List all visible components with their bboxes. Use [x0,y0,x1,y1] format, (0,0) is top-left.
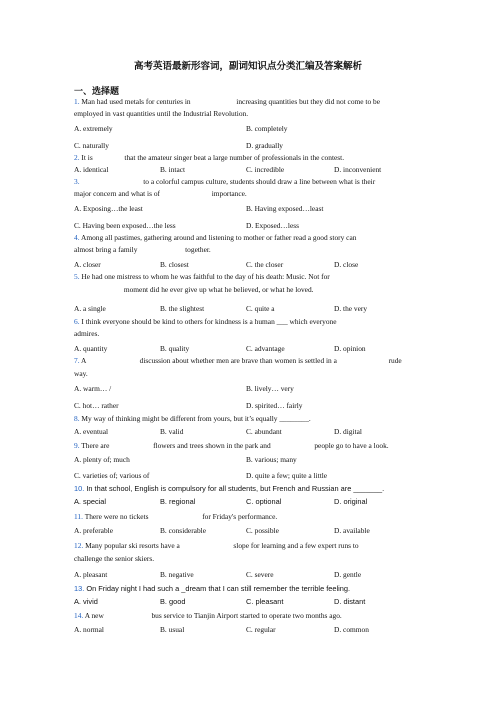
option-letter: C. [246,344,253,353]
option-text: quality [168,344,190,353]
question-text: almost bring a family [74,245,140,254]
question-text: He had one mistress to whom he was faithful to the day of his death: Music. Not for [81,272,330,281]
question-2-option-b[interactable] [160,165,185,175]
question-text: slope for learning and a few expert runs to [231,541,359,550]
question-text: moment did he ever give up what he believed, or what he loved. [122,285,314,294]
question-text: challenge the senior skiers. [74,554,155,563]
question-1-line-1 [74,97,380,107]
question-6-option-a[interactable] [74,344,107,354]
option-letter: C. [74,141,81,150]
option-letter: B. [160,597,167,606]
option-letter: B. [160,344,167,353]
option-letter: D. [334,304,342,313]
question-text: for Friday's performance. [200,512,278,521]
option-letter: D. [246,401,254,410]
question-10-option-c[interactable] [246,497,281,507]
question-4-option-b[interactable] [160,260,189,270]
question-4-option-d[interactable] [334,260,358,270]
question-9-option-c[interactable] [74,471,149,481]
option-letter: A. [74,165,82,174]
question-12-option-b[interactable] [160,570,194,580]
question-1-option-a[interactable] [74,124,113,134]
question-12-option-d[interactable] [334,570,361,580]
option-letter: C. [74,401,81,410]
question-text: Among all pastimes, gathering around and listening to mother or father read a good story can [81,233,357,242]
option-text: pleasant [83,570,108,579]
question-text: I think everyone should be kind to others for kindness is a human ___ which everyone [81,317,337,326]
option-text: various; many [254,455,297,464]
option-text: optional [255,497,282,506]
question-8-option-c[interactable] [246,427,282,437]
question-text: flowers and trees shown in the park and [151,441,273,450]
question-3-line-1 [74,177,375,187]
option-text: regional [169,497,196,506]
question-text: Many popular ski resorts have a [85,541,182,550]
question-3-option-d[interactable] [246,221,299,231]
option-text: spirited… fairly [255,401,303,410]
option-letter: B. [246,455,253,464]
question-text: In that school, English is compulsory for all students, but French and Russian are _______. [86,484,385,493]
option-letter: A. [74,427,82,436]
option-text: available [343,526,370,535]
option-text: abundant [254,427,282,436]
option-letter: D. [334,497,342,506]
option-letter: C. [246,304,253,313]
question-2-option-d[interactable] [334,165,381,175]
option-text: common [343,625,369,634]
option-text: close [343,260,359,269]
question-text: On Friday night I had such a _dream that I can still remember the terrible feeling. [86,584,351,593]
question-13-option-c[interactable] [246,597,283,607]
question-text: together. [183,245,211,254]
question-5-option-b[interactable] [160,304,204,314]
question-text: admires. [74,329,100,338]
option-text: preferable [83,526,113,535]
option-letter: C. [246,165,253,174]
option-letter: B. [160,526,167,535]
option-letter: A. [74,597,81,606]
question-text: There are [81,441,112,450]
option-letter: C. [246,497,254,506]
option-letter: C. [246,526,253,535]
question-11-option-a[interactable] [74,526,113,536]
option-letter: D. [246,141,254,150]
question-number: 11. [74,512,83,521]
question-4-line-1 [74,233,356,243]
option-letter: D. [334,344,342,353]
option-text: opinion [343,344,366,353]
option-text: quite a few; quite a little [255,471,328,480]
question-9-option-d[interactable] [246,471,327,481]
option-text: incredible [254,165,285,174]
option-text: advantage [254,344,285,353]
option-letter: C. [246,625,253,634]
question-number: 6. [74,317,80,326]
question-text: to a colorful campus culture, students should draw a line between what is their [141,177,376,186]
question-7-line-1 [74,356,402,366]
question-11-line-1 [74,512,277,522]
option-text: the very [343,304,368,313]
question-6-option-b[interactable] [160,344,189,354]
question-number: 9. [74,441,80,450]
option-letter: A. [74,124,82,133]
option-text: pleasant [255,597,284,606]
option-letter: A. [74,570,82,579]
option-text: considerable [168,526,206,535]
question-text: bus service to Tianjin Airport started to operate two months ago. [149,611,342,620]
question-13-line-1 [74,584,350,594]
question-text: There were no tickets [84,512,151,521]
option-letter: C. [74,471,81,480]
question-text: increasing quantities but they did not come to be [234,97,380,106]
option-text: warm… / [83,384,112,393]
question-3-line-2 [74,189,247,199]
question-6-option-c[interactable] [246,344,285,354]
option-letter: A. [74,625,82,634]
question-5-option-d[interactable] [334,304,367,314]
question-7-option-d[interactable] [246,401,302,411]
option-letter: B. [246,384,253,393]
option-letter: A. [74,204,82,213]
question-text: that the amateur singer beat a large number of professionals in the contest. [122,153,345,162]
question-text: It is [81,153,95,162]
option-text: Having been exposed…the less [82,221,176,230]
section-heading: 一、选择题 [74,87,120,97]
page-title: 高考英语最新形容词，副词知识点分类汇编及答案解析 [133,61,362,72]
question-13-option-a[interactable] [74,597,98,607]
option-letter: D. [334,526,342,535]
option-text: vivid [83,597,98,606]
question-text: My way of thinking might be different from yours, but it’s equally ________. [81,414,311,423]
question-1-line-2 [74,109,248,119]
question-number: 3. [74,177,80,186]
question-3-option-c[interactable] [74,221,176,231]
option-text: valid [168,427,184,436]
question-12-line-1 [74,541,359,551]
question-number: 7. [74,356,80,365]
option-text: the closer [254,260,284,269]
option-text: distant [343,597,366,606]
question-10-option-b[interactable] [160,497,195,507]
question-10-option-a[interactable] [74,497,106,507]
option-letter: A. [74,344,82,353]
option-letter: C. [246,597,254,606]
option-letter: D. [334,260,342,269]
question-text: discussion about whether men are brave than women is settled in a [137,356,339,365]
question-1-option-d[interactable] [246,141,283,151]
question-11-option-b[interactable] [160,526,206,536]
option-letter: B. [160,625,167,634]
question-10-line-1 [74,484,384,494]
question-14-option-d[interactable] [334,625,369,635]
question-13-option-b[interactable] [160,597,186,607]
question-6-line-1 [74,317,337,327]
question-14-option-c[interactable] [246,625,276,635]
option-text: inconvenient [343,165,382,174]
option-letter: A. [74,260,82,269]
option-text: Having exposed…least [254,204,324,213]
option-text: original [343,497,368,506]
question-12-line-2 [74,554,154,564]
question-7-line-2 [74,369,88,379]
question-5-line-2 [74,285,313,295]
option-text: closer [83,260,101,269]
question-8-line-1 [74,414,311,424]
question-3-option-b[interactable] [246,204,323,214]
option-text: varieties of; various of [82,471,150,480]
option-text: hot… rather [82,401,119,410]
question-5-option-a[interactable] [74,304,106,314]
option-text: severe [254,570,274,579]
option-letter: B. [246,204,253,213]
option-text: extremely [83,124,113,133]
option-letter: B. [160,497,167,506]
option-text: digital [343,427,362,436]
option-text: special [83,497,107,506]
question-text: people go to have a look. [312,441,389,450]
option-letter: B. [160,304,167,313]
option-letter: D. [246,471,254,480]
question-text: way. [74,369,88,378]
question-5-option-c[interactable] [246,304,275,314]
option-text: plenty of; much [83,455,130,464]
question-number: 10. [74,484,85,493]
question-3-option-a[interactable] [74,204,143,214]
question-text: importance. [209,189,247,198]
option-text: closest [168,260,189,269]
question-8-option-d[interactable] [334,427,362,437]
question-text: major concern and what is of [74,189,162,198]
question-2-option-c[interactable] [246,165,284,175]
option-text: the slightest [168,304,205,313]
option-letter: A. [74,384,82,393]
question-9-option-b[interactable] [246,455,297,465]
question-14-option-b[interactable] [160,625,184,635]
question-number: 14. [74,611,84,620]
option-letter: D. [334,625,342,634]
question-11-option-c[interactable] [246,526,279,536]
option-text: identical [83,165,109,174]
question-2-option-a[interactable] [74,165,109,175]
option-text: gradually [255,141,283,150]
question-text: Man had used metals for centuries in [81,97,193,106]
option-text: gentle [343,570,362,579]
question-14-option-a[interactable] [74,625,104,635]
option-text: completely [254,124,288,133]
option-text: quantity [83,344,108,353]
question-12-option-a[interactable] [74,570,107,580]
question-4-line-2 [74,245,211,255]
option-text: naturally [82,141,109,150]
option-text: lively… very [254,384,294,393]
option-letter: D. [334,427,342,436]
option-letter: B. [160,427,167,436]
question-5-line-1 [74,272,330,282]
option-letter: A. [74,455,82,464]
question-number: 8. [74,414,80,423]
question-12-option-c[interactable] [246,570,274,580]
question-number: 12. [74,541,84,550]
option-text: Exposing…the least [83,204,143,213]
question-2-line-1 [74,153,344,163]
option-letter: C. [246,427,253,436]
option-letter: A. [74,526,82,535]
question-number: 5. [74,272,80,281]
question-10-option-d[interactable] [334,497,367,507]
option-text: normal [83,625,104,634]
question-6-line-2 [74,329,99,339]
question-9-line-1 [74,441,389,451]
question-13-option-d[interactable] [334,597,365,607]
question-text: employed in vast quantities until the Industrial Revolution. [74,109,249,118]
option-letter: A. [74,497,81,506]
option-letter: D. [334,165,342,174]
question-6-option-d[interactable] [334,344,366,354]
option-text: quite a [254,304,275,313]
option-letter: B. [246,124,253,133]
question-8-option-b[interactable] [160,427,183,437]
option-letter: C. [74,221,81,230]
option-letter: B. [160,260,167,269]
question-text: rude [386,356,402,365]
question-7-option-a[interactable] [74,384,111,394]
question-9-option-a[interactable] [74,455,130,465]
option-letter: A. [74,304,82,313]
question-7-option-b[interactable] [246,384,294,394]
option-text: usual [168,625,185,634]
question-1-option-b[interactable] [246,124,287,134]
option-letter: D. [334,570,342,579]
option-text: negative [168,570,194,579]
option-letter: D. [246,221,254,230]
question-4-option-a[interactable] [74,260,101,270]
option-text: good [169,597,186,606]
question-14-line-1 [74,611,342,621]
option-text: intact [168,165,186,174]
question-8-option-a[interactable] [74,427,108,437]
option-text: possible [254,526,279,535]
question-7-option-c[interactable] [74,401,119,411]
question-number: 13. [74,584,85,593]
question-number: 4. [74,233,80,242]
option-letter: B. [160,165,167,174]
question-11-option-d[interactable] [334,526,370,536]
option-letter: C. [246,570,253,579]
question-number: 1. [74,97,80,106]
option-text: a single [83,304,106,313]
option-text: regular [254,625,276,634]
option-letter: C. [246,260,253,269]
question-1-option-c[interactable] [74,141,109,151]
question-text: A new [84,611,106,620]
question-4-option-c[interactable] [246,260,283,270]
option-text: Exposed…less [255,221,299,230]
option-text: eventual [83,427,109,436]
question-text: A [81,356,88,365]
option-letter: B. [160,570,167,579]
option-letter: D. [334,597,342,606]
question-number: 2. [74,153,80,162]
